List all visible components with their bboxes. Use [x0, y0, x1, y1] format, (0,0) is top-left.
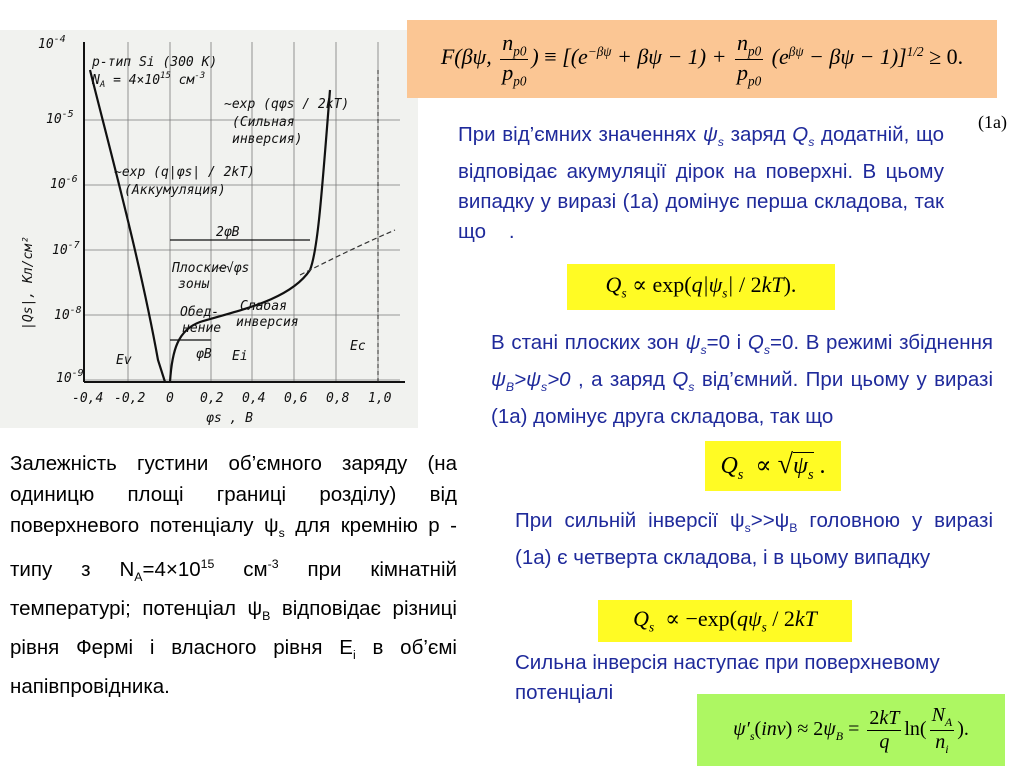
figure-caption: Залежність густини об’ємного заряду (на одиницю площі границі розділу) від поверхневого потенціалу $\psi_s$ для кремнію р - типу з $N_A=4\times 10^{15}$ $см^{-3}$ при кімнатній температурі; потенціал $\psi_B$ відповідає різниці рівня Фермі і власного рівня $E_i$ в об’ємі напівпровідника.: [10, 452, 457, 699]
accumulation-formula: $Q_s \propto \exp(q|\psi_s| / 2kT)$.: [605, 272, 797, 301]
strong-inversion-formula: $Q_s \propto -\exp(q\psi_s / 2kT$: [633, 606, 817, 635]
graph-background: [0, 30, 418, 428]
flat-bands-label-2: зоны: [178, 277, 210, 292]
phib-label: φB: [196, 347, 212, 362]
x-axis-label: φs , В: [206, 411, 253, 426]
accumulation-formula-box: [567, 264, 835, 310]
x-tick-label: 1,0: [368, 391, 392, 406]
threshold-formula-box: [697, 694, 1005, 766]
two-phib-label: 2φB: [216, 225, 240, 240]
x-tick-label: -0,2: [114, 391, 146, 406]
y-tick-label: $10^{-5}$: [46, 109, 74, 127]
paragraph-threshold: Сильна інверсія наступає при поверхневому потенціалі: [515, 651, 940, 704]
inversion-label-3: инверсия): [232, 132, 303, 147]
legend-line2: $N_A = 4\times 10^{15}$ $см^{-3}$: [92, 71, 206, 90]
y-tick-label: $10^{-7}$: [52, 240, 80, 258]
x-tick-label: 0,6: [284, 391, 308, 406]
depletion-formula: $Q_s \propto √\psi_s$ .: [720, 448, 826, 483]
formula-1a-box: [407, 20, 997, 98]
y-tick-label: $10^{-9}$: [56, 368, 84, 386]
formula-1a-label: (1a): [978, 112, 1007, 132]
ei-label: Ei: [232, 349, 248, 364]
x-tick-label: 0,2: [200, 391, 224, 406]
accumulation-label-1: ~exp (q|φs| / 2kT): [114, 165, 255, 180]
legend-line1: p-тип Si (300 K): [92, 55, 218, 70]
accumulation-label-2: (Аккумуляция): [124, 183, 226, 198]
y-tick-label: $10^{-6}$: [50, 174, 78, 192]
y-tick-label: $10^{-8}$: [54, 305, 82, 323]
depletion-label-2: нение: [182, 321, 222, 336]
paragraph-strong-inversion: При сильній інверсії $\psi_s>>\psi_B$ головною у виразі (1a) є четверта складова, і в цьому випадку: [515, 509, 994, 570]
x-tick-label: 0: [166, 391, 174, 406]
y-axis-label: |Qs|, Кл/см²: [21, 236, 36, 330]
weak-inversion-label-1: Слабая: [240, 299, 287, 314]
weak-inversion-label-2: инверсия: [236, 315, 299, 330]
ec-label: Ec: [350, 339, 366, 354]
charge-vs-potential-graph: [0, 30, 418, 428]
formula-1a: F(βψ, $\frac{n_{p0}}{p_{p0}}$ ) ≡ [$(e^{-\beta\psi} + \beta\psi - 1)$ + $\frac{n_{p0}}{p_{p0}}$ $(e^{\beta\psi} - \beta\psi - 1)]^{1/2} \ge 0$.: [440, 29, 964, 88]
x-tick-label: -0,4: [72, 391, 104, 406]
paragraph-accumulation: При від’ємних значеннях $\psi_s$ заряд $Q_s$ додатній, що відповідає акумуляції дірок на поверхні. В цьому випадку у виразі (1a) домінує перша складова, так що .: [458, 123, 944, 244]
x-tick-label: 0,8: [326, 391, 350, 406]
inversion-label-1: ~exp (qφs / 2kT): [224, 97, 350, 112]
x-tick-label: 0,4: [242, 391, 266, 406]
threshold-formula: $\psi'_s(inv) \approx 2\psi_B$ = $\frac{2kT}{q}$ ln( $\frac{N_A}{n_i}$ ).: [733, 703, 969, 756]
sqrt-label: ~√φs: [218, 261, 250, 276]
flat-bands-label-1: Плоские: [172, 261, 227, 276]
depletion-label-1: Обед-: [180, 305, 220, 320]
y-tick-label: $10^{-4}$: [38, 34, 66, 52]
inversion-label-2: (Сильная: [232, 115, 295, 130]
ev-label: Ev: [116, 353, 132, 368]
depletion-formula-box: [705, 441, 841, 491]
paragraph-depletion: В стані плоских зон $\psi_s=0$ і $Q_s=0$. В режимі збіднення $\psi_B>\psi_s>0$ , а заряд $Q_s$ від’ємний. При цьому у виразі (1a) домінує друга складова, так що: [491, 331, 994, 429]
strong-inversion-formula-box: [598, 600, 852, 642]
